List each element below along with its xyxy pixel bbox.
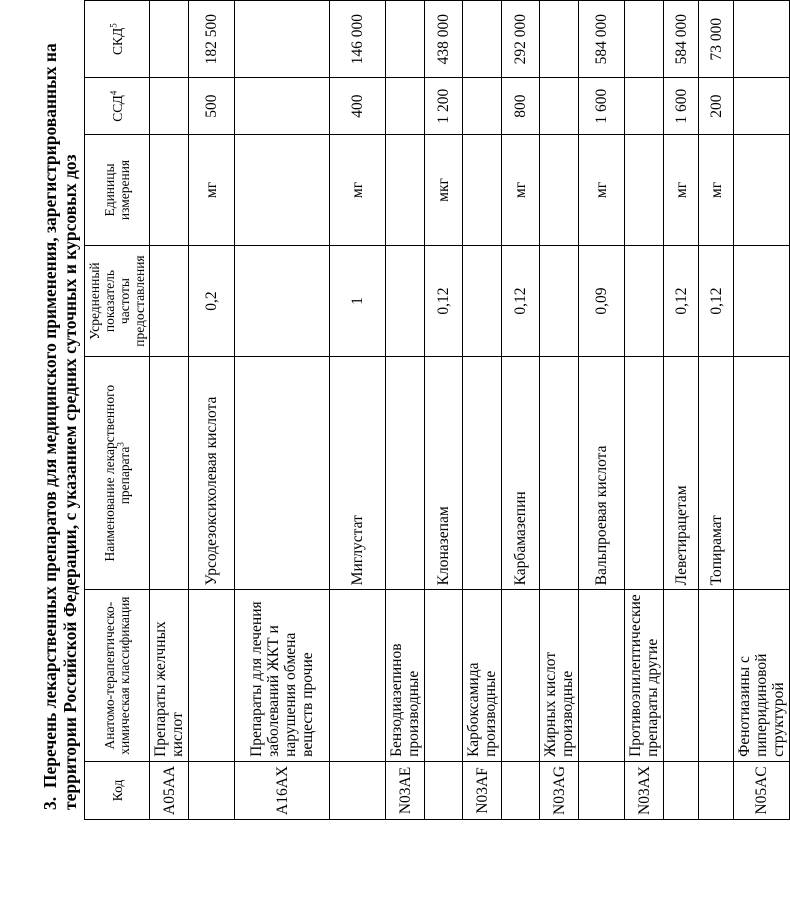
cell-name bbox=[625, 357, 664, 590]
cell-ssd: 1 600 bbox=[664, 78, 699, 135]
cell-skd: 584 000 bbox=[664, 1, 699, 78]
cell-unit bbox=[463, 135, 502, 246]
cell-name: Топирамат bbox=[699, 357, 734, 590]
cell-ssd: 800 bbox=[502, 78, 540, 135]
cell-atc: Противоэпилептические препараты другие bbox=[625, 590, 664, 762]
cell-code bbox=[664, 761, 699, 819]
table-row bbox=[150, 1, 189, 820]
table-row bbox=[425, 1, 463, 820]
cell-frequency bbox=[235, 245, 330, 356]
cell-code bbox=[579, 761, 625, 819]
table-row bbox=[502, 1, 540, 820]
table-row bbox=[579, 1, 625, 820]
header-skd: СКД$^5$ bbox=[85, 1, 150, 78]
cell-atc: Фенотиазины с пиперидиновой структурой bbox=[734, 590, 790, 762]
cell-atc bbox=[579, 590, 625, 762]
cell-unit: мг bbox=[502, 135, 540, 246]
cell-unit: мг bbox=[664, 135, 699, 246]
cell-skd bbox=[625, 1, 664, 78]
cell-frequency bbox=[386, 245, 425, 356]
cell-ssd bbox=[235, 78, 330, 135]
cell-ssd bbox=[625, 78, 664, 135]
cell-ssd bbox=[463, 78, 502, 135]
cell-skd bbox=[540, 1, 579, 78]
cell-code: A16AX bbox=[235, 761, 330, 819]
table-row bbox=[664, 1, 699, 820]
header-unit: Единицы измерения bbox=[85, 135, 150, 246]
cell-unit bbox=[386, 135, 425, 246]
header-row bbox=[85, 1, 150, 820]
table-row bbox=[625, 1, 664, 820]
table-row bbox=[235, 1, 330, 820]
cell-ssd bbox=[150, 78, 189, 135]
cell-skd bbox=[235, 1, 330, 78]
document-title bbox=[40, 10, 80, 810]
cell-unit: мкг bbox=[425, 135, 463, 246]
cell-code bbox=[699, 761, 734, 819]
cell-atc: Препараты желчных кислот bbox=[150, 590, 189, 762]
cell-atc: Бензодиазепинов производные bbox=[386, 590, 425, 762]
cell-name bbox=[150, 357, 189, 590]
cell-unit: мг bbox=[699, 135, 734, 246]
cell-atc: Жирных кислот производные bbox=[540, 590, 579, 762]
cell-unit bbox=[625, 135, 664, 246]
cell-unit bbox=[235, 135, 330, 246]
header-atc: Анатомо-терапевтическо-химическая классификация bbox=[85, 590, 150, 762]
cell-name bbox=[540, 357, 579, 590]
cell-unit: мг bbox=[579, 135, 625, 246]
cell-code bbox=[189, 761, 235, 819]
cell-frequency: 0,12 bbox=[425, 245, 463, 356]
cell-name: Карбамазепин bbox=[502, 357, 540, 590]
cell-ssd bbox=[734, 78, 790, 135]
cell-ssd bbox=[540, 78, 579, 135]
cell-skd bbox=[463, 1, 502, 78]
cell-code: N03AF bbox=[463, 761, 502, 819]
table-row bbox=[189, 1, 235, 820]
table-row bbox=[699, 1, 734, 820]
cell-skd: 73 000 bbox=[699, 1, 734, 78]
cell-code: N03AG bbox=[540, 761, 579, 819]
cell-frequency: 0,09 bbox=[579, 245, 625, 356]
cell-code: A05AA bbox=[150, 761, 189, 819]
cell-skd: 438 000 bbox=[425, 1, 463, 78]
cell-ssd bbox=[386, 78, 425, 135]
header-ssd: ССД$^4$ bbox=[85, 78, 150, 135]
cell-code: N03AX bbox=[625, 761, 664, 819]
cell-atc bbox=[699, 590, 734, 762]
cell-name bbox=[235, 357, 330, 590]
cell-code: N05AC bbox=[734, 761, 790, 819]
cell-ssd: 500 bbox=[189, 78, 235, 135]
cell-code bbox=[330, 761, 386, 819]
cell-skd: 182 500 bbox=[189, 1, 235, 78]
cell-skd: 584 000 bbox=[579, 1, 625, 78]
cell-name: Леветирацетам bbox=[664, 357, 699, 590]
cell-ssd: 400 bbox=[330, 78, 386, 135]
header-name: Наименование лекарственного препарата$^3$ bbox=[85, 357, 150, 590]
cell-skd bbox=[386, 1, 425, 78]
cell-unit bbox=[734, 135, 790, 246]
cell-frequency: 0,12 bbox=[699, 245, 734, 356]
cell-name: Урсодезоксихолевая кислота bbox=[189, 357, 235, 590]
table-row bbox=[540, 1, 579, 820]
cell-frequency: 0,12 bbox=[502, 245, 540, 356]
cell-frequency bbox=[625, 245, 664, 356]
cell-name bbox=[386, 357, 425, 590]
cell-name bbox=[734, 357, 790, 590]
cell-skd bbox=[150, 1, 189, 78]
header-code: Код bbox=[85, 761, 150, 819]
cell-unit: мг bbox=[330, 135, 386, 246]
cell-ssd: 200 bbox=[699, 78, 734, 135]
cell-unit bbox=[540, 135, 579, 246]
cell-skd: 146 000 bbox=[330, 1, 386, 78]
table-row bbox=[463, 1, 502, 820]
cell-code bbox=[502, 761, 540, 819]
section-title: Перечень лекарственных препаратов для медицинского применения, зарегистрированных на территории Российской Федерации, с указанием средних суточных и курсовых доз bbox=[40, 43, 80, 810]
cell-code bbox=[425, 761, 463, 819]
cell-frequency bbox=[734, 245, 790, 356]
cell-atc bbox=[425, 590, 463, 762]
cell-atc: Карбоксамида производные bbox=[463, 590, 502, 762]
cell-frequency bbox=[150, 245, 189, 356]
cell-frequency: 0,12 bbox=[664, 245, 699, 356]
cell-frequency bbox=[463, 245, 502, 356]
cell-atc bbox=[330, 590, 386, 762]
table-row bbox=[734, 1, 790, 820]
cell-frequency: 1 bbox=[330, 245, 386, 356]
section-number: 3. bbox=[40, 796, 60, 810]
cell-name: Клоназепам bbox=[425, 357, 463, 590]
cell-skd bbox=[734, 1, 790, 78]
cell-name: Миглустат bbox=[330, 357, 386, 590]
cell-frequency: 0,2 bbox=[189, 245, 235, 356]
header-frequency: Усредненный показатель частоты предоставления bbox=[85, 245, 150, 356]
cell-skd: 292 000 bbox=[502, 1, 540, 78]
cell-unit bbox=[150, 135, 189, 246]
cell-ssd: 1 600 bbox=[579, 78, 625, 135]
cell-code: N03AE bbox=[386, 761, 425, 819]
table-row bbox=[330, 1, 386, 820]
drug-table bbox=[84, 0, 790, 820]
cell-atc bbox=[189, 590, 235, 762]
cell-frequency bbox=[540, 245, 579, 356]
cell-atc bbox=[502, 590, 540, 762]
cell-atc: Препараты для лечения заболеваний ЖКТ и нарушения обмена веществ прочие bbox=[235, 590, 330, 762]
cell-unit: мг bbox=[189, 135, 235, 246]
cell-name: Вальпроевая кислота bbox=[579, 357, 625, 590]
cell-name bbox=[463, 357, 502, 590]
table-row bbox=[386, 1, 425, 820]
cell-ssd: 1 200 bbox=[425, 78, 463, 135]
cell-atc bbox=[664, 590, 699, 762]
